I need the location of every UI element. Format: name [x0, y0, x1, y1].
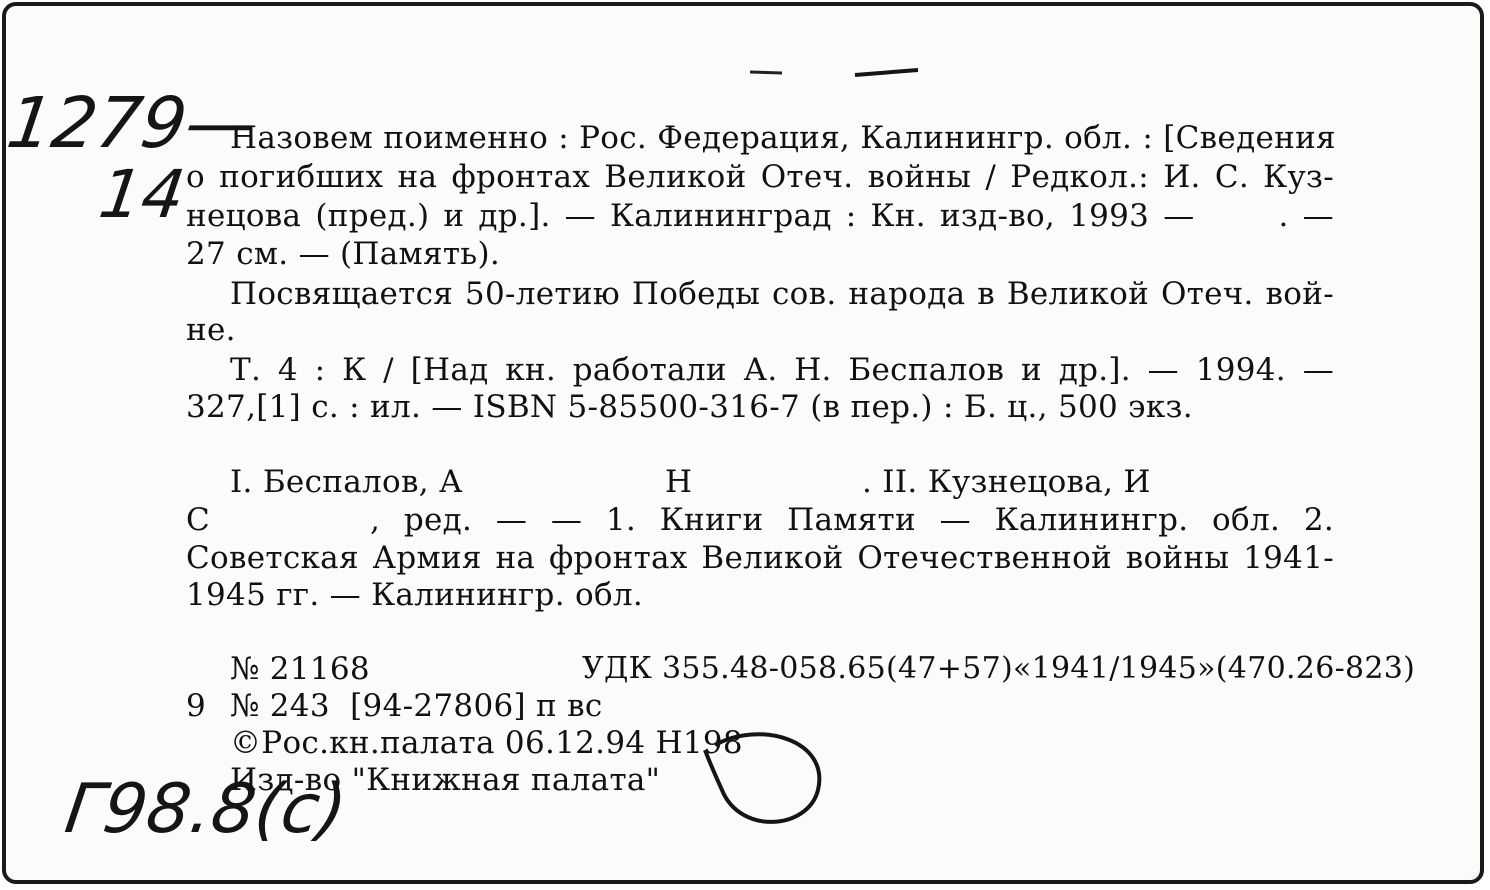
pen-stroke [855, 70, 918, 75]
tracing-line-3: Советская Армия на фронтах Великой Отечественной войны 1941- [186, 540, 1334, 576]
note-line-1: Посвящается 50-летию Победы сов. народа в Великой Отеч. вой- [230, 276, 1334, 312]
tracing-line-2a: С [186, 502, 211, 538]
entry-line-2: о погибших на фронтах Великой Отеч. войны / Редкол.: И. С. Куз- [186, 159, 1334, 195]
volume-line-2: 327,[1] с. : ил. — ISBN 5-85500-316-7 (в пер.) : Б. ц., 500 экз. [186, 389, 1193, 425]
tracing-line-4: 1945 гг. — Калинингр. обл. [186, 577, 644, 613]
handwritten-loop [705, 734, 819, 822]
handwritten-call-number-bottom: Г98.8(с) [60, 770, 352, 849]
pen-stroke-small [750, 72, 782, 73]
note-line-2: не. [186, 312, 236, 348]
book-chamber-stamp: ©Рос.кн.палата 06.12.94 Н198 [230, 725, 743, 761]
handwritten-call-number-sub: 14 [94, 156, 190, 233]
tracing-line-1b: Н [665, 464, 693, 500]
handwritten-call-number-top: 1279— [2, 82, 262, 164]
volume-line-1: Т. 4 : К / [Над кн. работали А. Н. Беспалов и др.]. — 1994. — [230, 352, 1334, 388]
udk-code: УДК 355.48-058.65(47+57)«1941/1945»(470.26-823) [582, 651, 1416, 686]
entry-line-1: Назовем поименно : Рос. Федерация, Калинингр. обл. : [Сведения [230, 120, 1336, 156]
tracing-line-1c: . II. Кузнецова, И [862, 464, 1151, 500]
tracing-line-1a: I. Беспалов, А [230, 464, 463, 500]
card-prefix: 9 [186, 688, 207, 724]
entry-line-4: 27 см. — (Память). [186, 236, 500, 272]
tracing-line-2b: , ред. — — 1. Книги Памяти — Калинингр. обл. 2. [370, 502, 1334, 538]
record-number: № 21168 [230, 651, 370, 687]
publisher: Изд-во "Книжная палата" [230, 762, 661, 798]
card-number: № 243 [94-27806] п вс [230, 688, 603, 724]
entry-line-3: нецова (пред.) и др.]. — Калининград : Кн. изд-во, 1993 — . — [186, 198, 1334, 234]
